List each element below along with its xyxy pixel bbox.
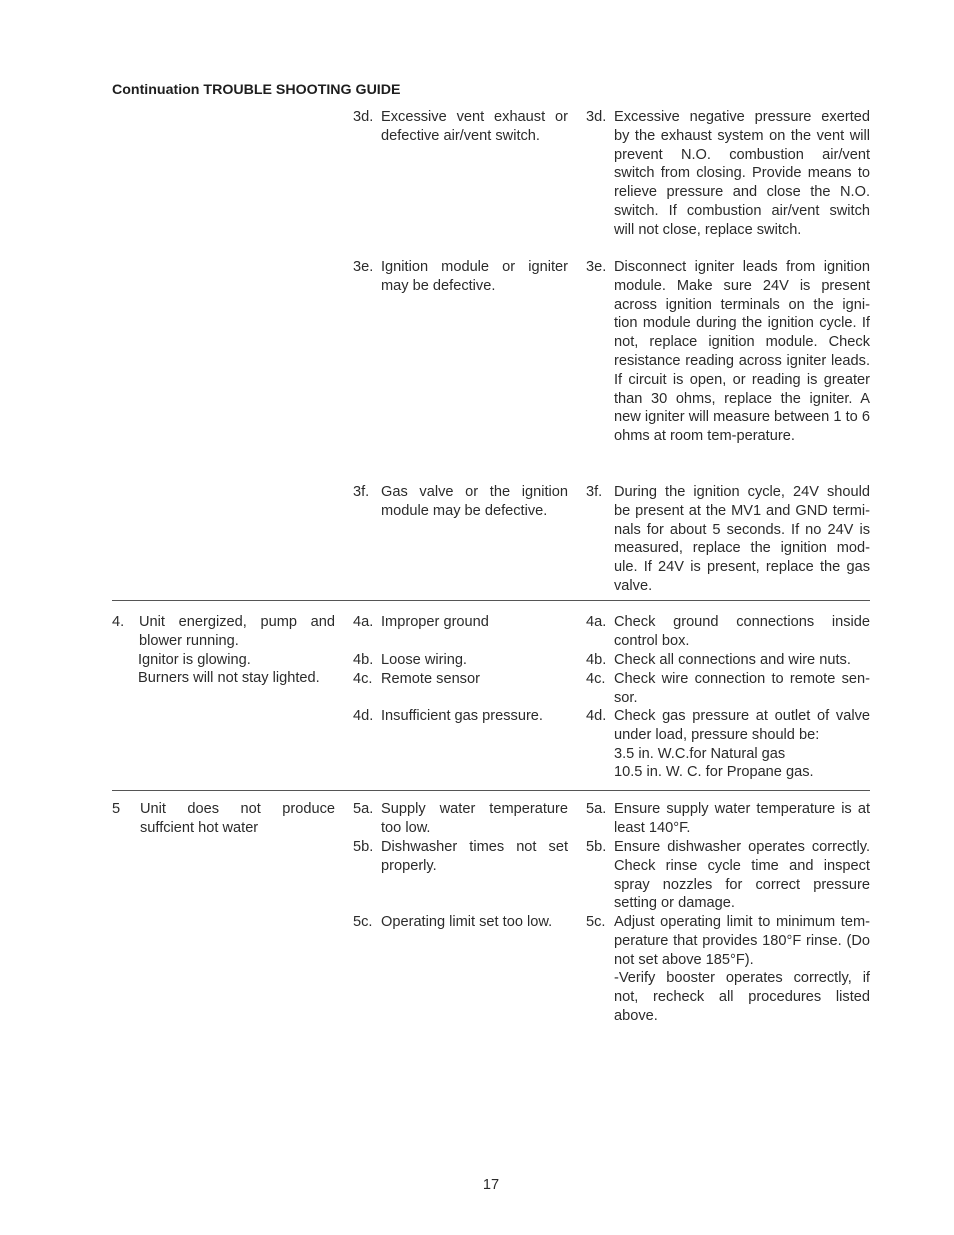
cause-4c [353, 670, 568, 689]
remedy-4c-text: Check wire connection to remote sen-sor. [614, 671, 870, 706]
cause-5c [353, 913, 568, 932]
cause-4a [353, 613, 568, 632]
remedy-5c-verify-text: -Verify booster operates correctly, if not, recheck all procedures listed above. [614, 970, 870, 1024]
remedy-3f [586, 483, 870, 596]
cause-5b-label: 5b. [353, 839, 374, 855]
remedy-4b-label: 4b. [586, 652, 607, 668]
remedy-5a-label: 5a. [586, 801, 607, 817]
problem-5-label: 5 [112, 801, 121, 817]
cause-5a [353, 800, 568, 838]
problem-4-text: Unit energized, pump and blower running. [139, 614, 335, 649]
cause-4d-label: 4d. [353, 708, 374, 724]
remedy-4d-natural-gas: 3.5 in. W.C.for Natural gas [614, 745, 786, 762]
cause-3d-label: 3d. [353, 109, 374, 125]
remedy-4d [586, 707, 870, 782]
remedy-5b-label: 5b. [586, 839, 607, 855]
remedy-4c-label: 4c. [586, 671, 606, 687]
problem-4-line2: Ignitor is glowing. [138, 651, 251, 668]
remedy-3f-text: During the ignition cycle, 24V should be present at the MV1 and GND termi-nals for about 5 seconds. If no 24V is measured, replace the ignition mod-ule. If 24V is present, replace the gas valve. [614, 484, 870, 594]
cause-4a-text: Improper ground [381, 614, 489, 630]
remedy-3d [586, 108, 870, 240]
cause-4b [353, 651, 568, 670]
remedy-4b-text: Check all connections and wire nuts. [614, 652, 851, 668]
cause-3f [353, 483, 568, 521]
cause-3e-text: Ignition module or igniter may be defective. [381, 259, 568, 294]
remedy-4d-propane-gas: 10.5 in. W. C. for Propane gas. [614, 764, 814, 781]
remedy-4d-text: Check gas pressure at outlet of valve under load, pressure should be: [614, 708, 870, 743]
remedy-3e [586, 258, 870, 446]
remedy-5c [586, 913, 870, 1026]
cause-5a-label: 5a. [353, 801, 374, 817]
cause-4b-label: 4b. [353, 652, 374, 668]
cause-3f-text: Gas valve or the ignition module may be defective. [381, 484, 568, 519]
cause-5c-text: Operating limit set too low. [381, 914, 553, 930]
cause-5c-label: 5c. [353, 914, 373, 930]
remedy-5c-label: 5c. [586, 914, 606, 930]
remedy-4a-text: Check ground connections inside control box. [614, 614, 870, 649]
page-number: 17 [482, 1177, 500, 1193]
cause-4d-text: Insufficient gas pressure. [381, 708, 543, 724]
remedy-5c-text: Adjust operating limit to minimum tem-perature that provides 180°F rinse. (Do not set above 185°F). [614, 914, 870, 968]
remedy-4d-label: 4d. [586, 708, 607, 724]
cause-3d [353, 108, 568, 146]
cause-3d-text: Excessive vent exhaust or defective air/vent switch. [381, 109, 568, 144]
cause-4a-label: 4a. [353, 614, 374, 630]
section-divider [112, 600, 870, 601]
cause-4d [353, 707, 568, 726]
remedy-5a-text: Ensure supply water temperature is at least 140°F. [614, 801, 870, 836]
section-divider [112, 790, 870, 791]
cause-4c-text: Remote sensor [381, 671, 480, 687]
problem-4 [112, 613, 335, 688]
remedy-5b [586, 838, 870, 913]
problem-4-label: 4. [112, 614, 125, 630]
remedy-4b [586, 651, 870, 670]
remedy-3d-label: 3d. [586, 109, 607, 125]
remedy-3e-label: 3e. [586, 259, 607, 275]
cause-3e-label: 3e. [353, 259, 374, 275]
remedy-4a-label: 4a. [586, 614, 607, 630]
problem-5 [112, 800, 335, 838]
cause-4b-text: Loose wiring. [381, 652, 467, 668]
cause-5a-text: Supply water temperature too low. [381, 801, 568, 836]
remedy-4a [586, 613, 870, 651]
remedy-5b-text: Ensure dishwasher operates correctly. Check rinse cycle time and inspect spray nozzles for correct pressure setting or damage. [614, 839, 870, 912]
cause-3f-label: 3f. [353, 484, 370, 500]
problem-4-line3: Burners will not stay lighted. [138, 670, 320, 687]
cause-5b [353, 838, 568, 876]
remedy-3f-label: 3f. [586, 484, 603, 500]
cause-5b-text: Dishwasher times not set properly. [381, 839, 568, 874]
cause-3e [353, 258, 568, 296]
page-heading: Continuation TROUBLE SHOOTING GUIDE [112, 82, 401, 98]
remedy-5a [586, 800, 870, 838]
remedy-3d-text: Excessive negative pressure exerted by the exhaust system on the vent will prevent N.O. combustion air/vent switch from closing. Provide means to relieve pressure and close the N.O. switch. If combustion air/vent switch will not close, replace switch. [614, 109, 870, 238]
remedy-4c [586, 670, 870, 708]
problem-5-text: Unit does not produce suffcient hot water [140, 801, 335, 836]
cause-4c-label: 4c. [353, 671, 373, 687]
remedy-3e-text: Disconnect igniter leads from ignition module. Make sure 24V is present across ignition terminals on the igni-tion module during the ignition cycle. If not, replace ignition module. Check resistance reading across igniter leads. If circuit is open, or reading is greater than 30 ohms, replace the igniter. A new igniter will measure between 1 to 6 ohms at room tem-perature. [614, 259, 870, 445]
